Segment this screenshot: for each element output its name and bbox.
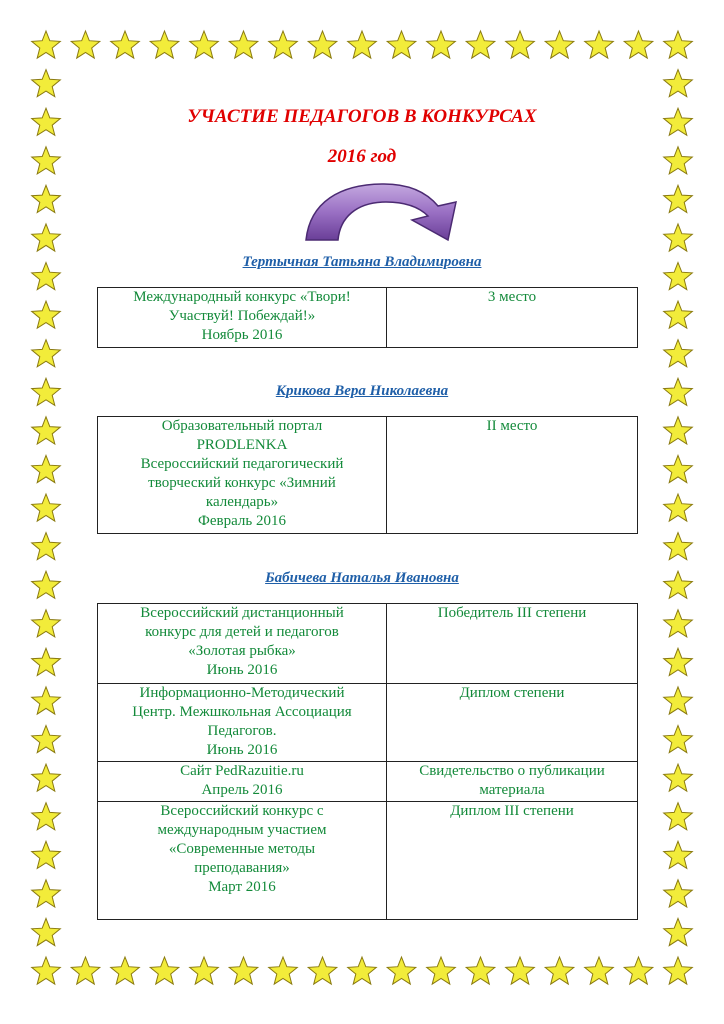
star-icon <box>111 957 140 984</box>
star-icon <box>71 31 100 58</box>
star-icon <box>387 31 416 58</box>
year-subtitle: 2016 год <box>327 146 397 167</box>
star-icon <box>585 957 614 984</box>
star-icon <box>32 610 61 637</box>
star-icon <box>190 957 219 984</box>
star-icon <box>269 31 298 58</box>
star-icon <box>466 957 495 984</box>
star-icon <box>150 957 179 984</box>
star-icon <box>32 31 61 58</box>
event-cell: Сайт PedRazuitie.ru Апрель 2016 <box>98 762 387 802</box>
event-cell: Всероссийский дистанционный конкурс для детей и педагогов «Золотая рыбка» Июнь 2016 <box>98 604 387 684</box>
star-icon <box>664 803 693 830</box>
star-icon <box>32 417 61 444</box>
table-row <box>98 604 638 684</box>
star-icon <box>32 340 61 367</box>
teacher-name: Бабичева Наталья Ивановна <box>265 570 459 586</box>
star-icon <box>269 957 298 984</box>
star-icon <box>427 31 456 58</box>
page-title: УЧАСТИЕ ПЕДАГОГОВ В КОНКУРСАХ <box>187 106 537 127</box>
star-icon <box>624 31 653 58</box>
star-icon <box>308 957 337 984</box>
star-icon <box>624 957 653 984</box>
star-icon <box>427 957 456 984</box>
event-cell: Всероссийский конкурс с международным участием «Современные методы преподавания» Март 2016 <box>98 802 387 920</box>
star-icon <box>348 31 377 58</box>
table-row <box>98 762 638 802</box>
star-icon <box>664 648 693 675</box>
awards-table <box>97 287 638 348</box>
star-icon <box>545 957 574 984</box>
star-icon <box>71 957 100 984</box>
star-icon <box>32 841 61 868</box>
star-icon <box>664 957 693 984</box>
star-icon <box>32 185 61 212</box>
star-icon <box>32 803 61 830</box>
star-icon <box>664 494 693 521</box>
result-cell: Свидетельство о публикации материала <box>387 762 638 802</box>
star-icon <box>308 31 337 58</box>
star-icon <box>32 687 61 714</box>
star-icon <box>664 764 693 791</box>
star-icon <box>664 301 693 328</box>
star-icon <box>32 224 61 251</box>
star-icon <box>32 764 61 791</box>
star-icon <box>32 918 61 945</box>
star-icon <box>32 494 61 521</box>
awards-table <box>97 603 638 920</box>
star-icon <box>111 31 140 58</box>
result-cell: Диплом III степени <box>387 802 638 920</box>
star-icon <box>664 455 693 482</box>
event-cell: Международный конкурс «Твори! Участвуй! Побеждай!» Ноябрь 2016 <box>98 288 387 348</box>
curved-arrow-icon <box>300 180 470 242</box>
star-icon <box>150 31 179 58</box>
star-icon <box>387 957 416 984</box>
star-icon <box>664 340 693 367</box>
table-row <box>98 802 638 920</box>
table-row <box>98 684 638 762</box>
star-icon <box>32 880 61 907</box>
event-cell: Информационно-Методический Центр. Межшкольная Ассоциация Педагогов. Июнь 2016 <box>98 684 387 762</box>
table-row <box>98 288 638 348</box>
table-row <box>98 417 638 534</box>
star-icon <box>466 31 495 58</box>
star-icon <box>32 533 61 560</box>
teacher-name: Крикова Вера Николаевна <box>275 383 449 399</box>
star-icon <box>585 31 614 58</box>
star-icon <box>348 957 377 984</box>
star-icon <box>229 957 258 984</box>
result-cell: Диплом степени <box>387 684 638 762</box>
result-cell: Победитель III степени <box>387 604 638 684</box>
star-icon <box>664 610 693 637</box>
star-icon <box>545 31 574 58</box>
star-icon <box>190 31 219 58</box>
star-icon <box>32 957 61 984</box>
star-icon <box>32 70 61 97</box>
star-icon <box>664 70 693 97</box>
awards-table <box>97 416 638 534</box>
event-cell: Образовательный портал PRODLENKA Всероссийский педагогический творческий конкурс «Зимний календарь» Февраль 2016 <box>98 417 387 534</box>
star-icon <box>664 841 693 868</box>
star-icon <box>664 726 693 753</box>
star-icon <box>664 918 693 945</box>
star-icon <box>506 31 535 58</box>
teacher-name: Тертычная Татьяна Владимировна <box>242 254 482 270</box>
star-icon <box>32 301 61 328</box>
star-icon <box>664 417 693 444</box>
star-icon <box>229 31 258 58</box>
result-cell: 3 место <box>387 288 638 348</box>
result-cell: II место <box>387 417 638 534</box>
star-icon <box>664 533 693 560</box>
star-icon <box>664 880 693 907</box>
star-icon <box>32 726 61 753</box>
star-icon <box>506 957 535 984</box>
star-icon <box>664 31 693 58</box>
star-icon <box>664 185 693 212</box>
star-icon <box>664 224 693 251</box>
star-icon <box>32 648 61 675</box>
star-icon <box>664 687 693 714</box>
star-icon <box>32 455 61 482</box>
